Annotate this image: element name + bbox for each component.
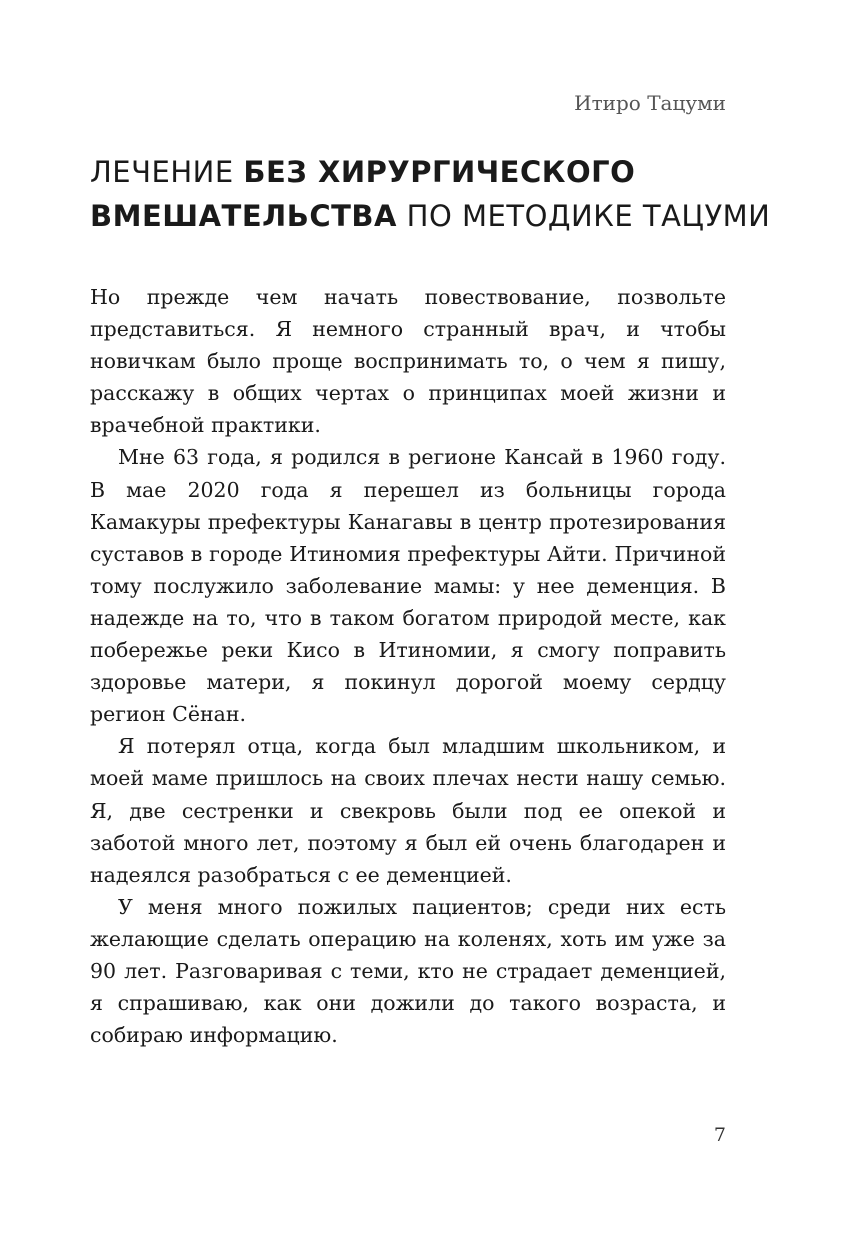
chapter-title-part-3: ВМЕШАТЕЛЬСТВА: [90, 199, 397, 233]
paragraph-3: Я потерял отца, когда был младшим школьником, и моей маме пришлось на своих плечах нести нашу семью. Я, две сестренки и свекровь были под ее опекой и заботой много лет, поэтому я был ей очень благодарен и надеялся разобраться с ее деменцией.: [90, 734, 726, 887]
chapter-title-part-2: БЕЗ ХИРУРГИЧЕСКОГО: [243, 155, 636, 189]
paragraph-1: Но прежде чем начать повествование, позвольте представиться. Я немного странный врач, и чтобы новичкам было проще воспринимать то, о чем я пишу, расскажу в общих чертах о принципах моей жизни и врачебной практики.: [90, 285, 726, 438]
chapter-title: [90, 150, 771, 238]
paragraph-4: У меня много пожилых пациентов; среди них есть желающие сделать операцию на коленях, хоть им уже за 90 лет. Разговаривая с теми, кто не страдает деменцией, я спрашиваю, как они дожили до такого возраста, и собираю информацию.: [90, 894, 726, 1048]
paragraph-2: Мне 63 года, я родился в регионе Кансай в 1960 году. В мае 2020 года я перешел из больницы города Камакуры префектуры Канагавы в центр протезирования суставов в городе Итиномия префектуры Айти. Причиной тому послужило заболевание мамы: у нее деменция. В надежде на то, что в таком богатом природой месте, как побережье реки Кисо в Итиномии, я смогу поправить здоровье матери, я покинул дорогой моему сердцу регион Сёнан.: [90, 445, 726, 727]
running-head-author: Итиро Тацуми: [574, 91, 726, 115]
chapter-title-part-1: ЛЕЧЕНИЕ: [90, 155, 244, 189]
chapter-title-line-1: [90, 150, 750, 194]
chapter-title-part-4: ПО МЕТОДИКЕ ТАЦУМИ: [396, 199, 771, 233]
body-text: [90, 281, 726, 1051]
page-number: 7: [713, 1124, 726, 1146]
chapter-title-line-2: [90, 194, 771, 238]
